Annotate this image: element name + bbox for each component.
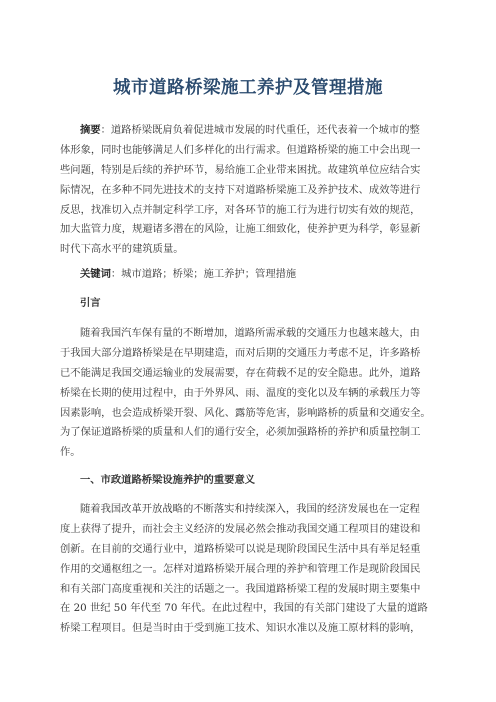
intro-line: 桥梁在长期的使用过程中，由于外界风、雨、温度的变化以及车辆的承载压力等	[60, 386, 421, 399]
abstract-line: 些问题，特别是后续的养护环节，易给施工企业带来困扰。故建筑单位应结合实	[60, 163, 421, 176]
abstract-line: 加大监管力度，规避诸多潜在的风险，让施工细致化，使养护更为科学，彰显新	[60, 223, 421, 236]
abstract-line: 时代下高水平的建筑质量。	[60, 243, 184, 256]
abstract-line	[60, 121, 438, 141]
intro-body	[60, 324, 438, 463]
document-title: 城市道路桥梁施工养护及管理措施	[113, 78, 383, 98]
section-1-line: 度上获得了提升，而社会主义经济的发展必然会推动我国交通工程项目的建设和	[60, 522, 421, 535]
keywords-section	[60, 265, 438, 285]
section-1-heading: 一、市政道路桥梁设施养护的重要意义	[80, 474, 256, 486]
keywords-line	[60, 265, 438, 285]
intro-line: 于我国大部分道路桥梁是在早期建造，而对后期的交通压力考虑不足，许多路桥	[60, 346, 421, 359]
section-1-line: 作用的交通枢纽之一。怎样对道路桥梁开展合理的养护和管理工作是现阶段国民	[60, 562, 421, 575]
section-1-line: 在 20 世纪 50 年代至 70 年代。在此过程中，我国的有关部门建设了大量的道路	[60, 602, 428, 615]
abstract-label: 摘要	[80, 124, 101, 136]
intro-line: 随着我国汽车保有量的不断增加，道路所需承载的交通压力也越来越大，由	[80, 327, 420, 339]
abstract-line: 体形象，同时也能够满足人们多样化的出行需求。但道路桥梁的施工中会出现一	[60, 143, 421, 156]
intro-line: 因素影响，也会造成桥梁开裂、风化、露筋等危害，影响路桥的质量和交通安全。	[60, 406, 431, 419]
section-1-line: 和有关部门高度重视和关注的话题之一。我国道路桥梁工程的发展时期主要集中	[60, 582, 421, 595]
intro-line: 为了保证道路桥梁的质量和人们的通行安全，必须加强路桥的养护和质量控制工	[60, 426, 421, 439]
abstract-line: 反思，找准切入点并制定科学工序，对各环节的施工行为进行切实有效的规范，	[60, 203, 421, 216]
section-1-line: 创新。在目前的交通行业中，道路桥梁可以说是现阶段国民生活中具有举足轻重	[60, 542, 421, 555]
intro-line: 作。	[60, 446, 81, 459]
section-1-line: 随着我国改革开放战略的不断落实和持续深入，我国的经济发展也在一定程	[80, 503, 420, 515]
keywords-text: ：城市道路；桥梁；施工养护；管理措施	[110, 268, 297, 280]
intro-section	[60, 294, 438, 314]
intro-heading: 引言	[80, 297, 101, 309]
abstract-line: 际情况，在多种不同先进技术的支持下对道路桥梁施工及养护技术、成效等进行	[60, 183, 421, 196]
section-1-body	[60, 500, 438, 639]
keywords-label: 关键词	[80, 268, 111, 280]
intro-line: 已不能满足我国交通运输业的发展需要，存在荷载不足的安全隐患。此外，道路	[60, 366, 421, 379]
section-1	[60, 471, 438, 491]
abstract-section	[60, 121, 438, 260]
section-1-line: 桥梁工程项目。但是当时由于受到施工技术、知识水准以及施工原材料的影响，	[60, 622, 421, 635]
abstract-text: ：道路桥梁既肩负着促进城市发展的时代重任，还代表着一个城市的整	[100, 124, 420, 136]
